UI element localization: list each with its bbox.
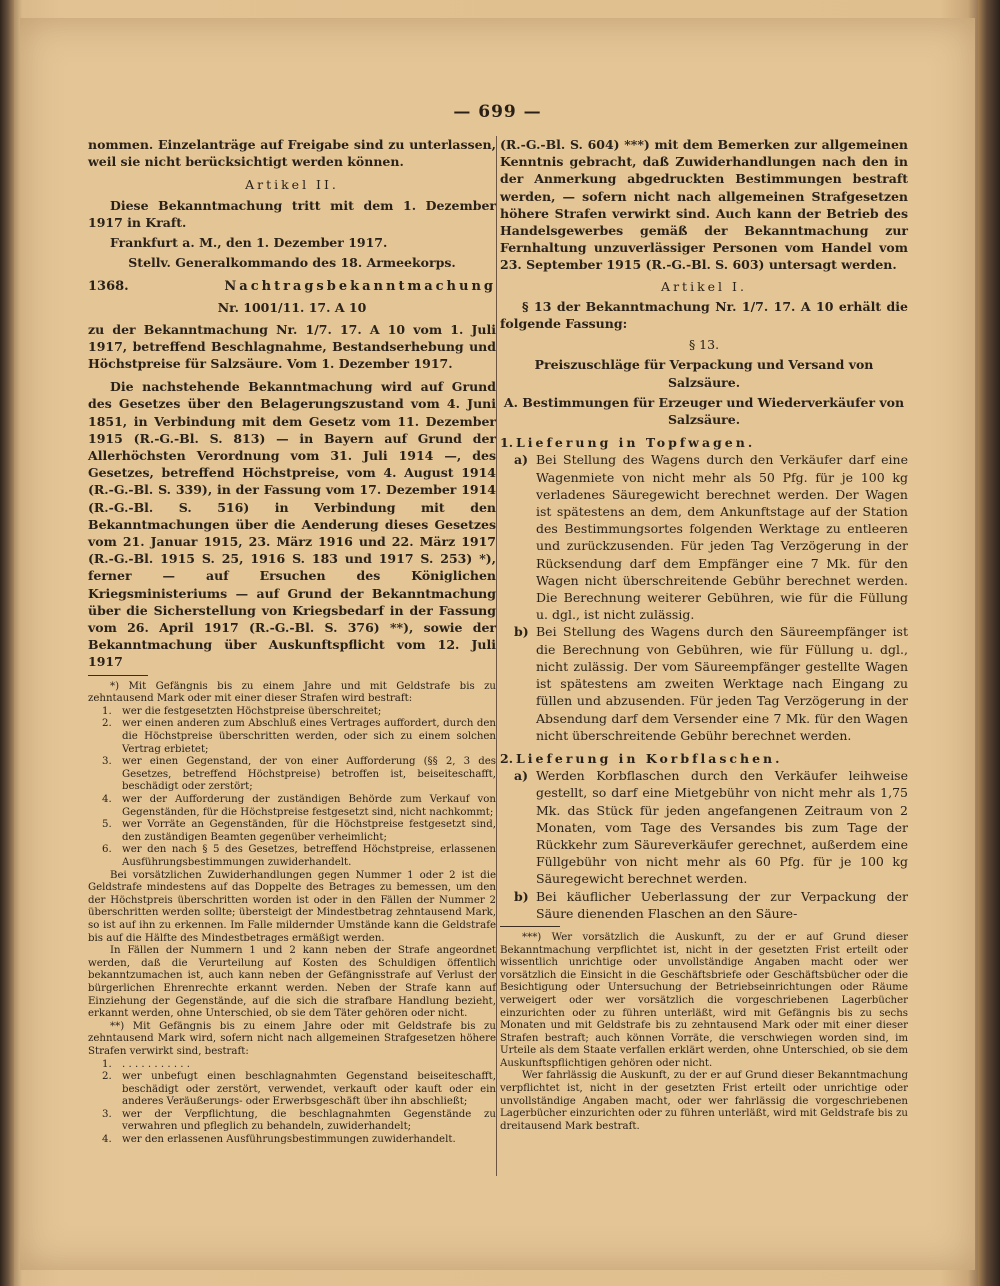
footnote-1-paragraph-3: In Fällen der Nummern 1 und 2 kann neben der Strafe angeordnet werden, daß die Verurteilung auf Kosten des Schuldigen öffentlich bekanntzumachen ist, auch kann neben der Gefängnisstrafe auf Verlust der bürgerlichen Ehrenrechte erkannt werden. Neben der Strafe kann auf Einziehung der Gegenstände, auf die sich die strafbare Handlung bezieht, erkannt werden, ohne Unterschied, ob sie dem Täter gehören oder nicht.	[88, 945, 496, 1020]
signature: Stellv. Generalkommando des 18. Armeekorps.	[128, 255, 456, 271]
artikel-1-heading: Artikel I.	[661, 278, 747, 294]
artikel-2-text: Diese Bekanntmachung tritt mit dem 1. Dezember 1917 in Kraft.	[88, 197, 496, 230]
item-number: 1368.	[88, 279, 129, 295]
book-edge	[978, 0, 1000, 1286]
order-number: Nr. 1001/11. 17. A 10	[217, 300, 367, 316]
list-item: 2. wer einen anderen zum Abschluß eines Vertrages auffordert, durch den die Höchstpreise überschritten werden, oder sich zu einem solchen Vertrag erbietet;	[102, 718, 496, 755]
footnote-rule	[88, 675, 148, 676]
list-item: 4. wer den erlassenen Ausführungsbestimmungen zuwiderhandelt.	[102, 1134, 456, 1146]
list-item: 5. wer Vorräte an Gegenständen, für die Höchstpreise festgesetzt sind, den zuständigen Beamten gegenüber verheimlicht;	[102, 819, 496, 843]
column-divider	[496, 136, 497, 1176]
footnote-1-intro: *) Mit Gefängnis bis zu einem Jahre und mit Geldstrafe bis zu zehntausend Mark oder mit einer dieser Strafen wird bestraft:	[88, 680, 496, 705]
subject: zu der Bekanntmachung Nr. 1/7. 17. A 10 vom 1. Juli 1917, betreffend Beschlagnahme, Bestandserhebung und Höchstpreise für Salzsäure. Vom 1. Dezember 1917.	[88, 321, 496, 372]
main-body: Die nachstehende Bekanntmachung wird auf Grund des Gesetzes über den Belagerungszustand vom 4. Juni 1851, in Verbindung mit dem Gesetz vom 11. Dezember 1915 (R.-G.-Bl. S. 813) — in Bayern auf Grund der Allerhöchsten Verordnung vom 31. Juli 1914 —, des Gesetzes, betreffend Höchstpreise, vom 4. August 1914 (R.-G.-Bl. S. 339), in der Fassung vom 17. Dezember 1914 (R.-G.-Bl. S. 516) in Verbindung mit den Bekanntmachungen über die Aenderung dieses Gesetzes vom 21. Januar 1915, 23. März 1916 und 22. März 1917 (R.-G.-Bl. 1915 S. 25, 1916 S. 183 und 1917 S. 253) *), ferner — auf Ersuchen des Königlichen Kriegsministeriums — auf Grund der Bekanntmachung über die Sicherstellung von Kriegsbedarf in der Fassung vom 26. April 1917 (R.-G.-Bl. S. 376) **), sowie der Bekanntmachung über Auskunftspflicht vom 12. Juli 1917	[88, 379, 496, 670]
footnote-3-paragraph-2: Wer fahrlässig die Auskunft, zu der er auf Grund dieser Bekanntmachung verpflichtet ist, nicht in der gesetzten Frist erteilt oder unrichtige oder unvollständige Angaben macht, oder wer fahrlässig die vorgeschriebenen Lagerbücher einzurichten oder zu führen unterläßt, wird mit Geldstrafe bis zu dreitausend Mark bestraft.	[500, 1070, 908, 1132]
place-date: Frankfurt a. M., den 1. Dezember 1917.	[110, 235, 388, 251]
artikel-1-text: § 13 der Bekanntmachung Nr. 1/7. 17. A 10 erhält die folgende Fassung:	[500, 298, 908, 332]
section-a-heading: A. Bestimmungen für Erzeuger und Wiederverkäufer von Salzsäure.	[503, 394, 905, 428]
sub-item-1b: b) Bei Stellung des Wagens durch den Säureempfänger ist die Berechnung von Gebühren, wie für Füllung u. dgl., nicht zulässig. Der vom Säureempfänger gestellte Wagen ist spätestens am zweiten Werktage nach Eingang zu füllen und abzusenden. Für jeden Tag Verzögerung in der Absendung darf dem Versender eine 7 Mk. für den Wagen nicht überschreitende Gebühr berechnet werden.	[514, 624, 908, 743]
list-item: 1. . . . . . . . . . . .	[102, 1058, 191, 1070]
right-intro: (R.-G.-Bl. S. 604) ***) mit dem Bemerken zur allgemeinen Kenntnis gebracht, daß Zuwiderhandlungen nach den in der Anmerkung abgedruckten Bestimmungen bestraft werden, — sofern nicht nach allgemeinen Strafgesetzen höhere Strafen verwirkt sind. Auch kann der Betrieb des Handelsgewerbes gemäß der Bekanntmachung zur Fernhaltung unzuverlässiger Personen vom Handel vom 23. September 1915 (R.-G.-Bl. S. 603) untersagt werden.	[500, 137, 908, 273]
paragraph-title: Preiszuschläge für Verpackung und Versand von Salzsäure.	[534, 357, 874, 390]
list-item: 4. wer der Aufforderung der zuständigen Behörde zum Verkauf von Gegenständen, für die Höchstpreise festgesetzt sind, nicht nachkommt;	[102, 794, 496, 818]
left-column	[88, 136, 496, 1147]
paragraph-heading: § 13.	[688, 337, 720, 353]
footnote-rule	[500, 926, 560, 927]
list-item: 6. wer den nach § 5 des Gesetzes, betreffend Höchstpreise, erlassenen Ausführungsbestimmungen zuwiderhandelt.	[102, 844, 496, 868]
item-title-row	[88, 277, 496, 296]
sub-item-2b: b) Bei käuflicher Ueberlassung der zur Verpackung der Säure dienenden Flaschen an den Säure-	[514, 888, 908, 921]
footnote-2-intro: **) Mit Gefängnis bis zu einem Jahre oder mit Geldstrafe bis zu zehntausend Mark wird, sofern nicht nach allgemeinen Strafgesetzen höhere Strafen verwirkt sind, bestraft:	[88, 1020, 496, 1057]
heading-lieferung-topfwagen: 1. Lieferung in Topfwagen.	[500, 435, 756, 451]
right-column	[500, 136, 908, 1133]
sub-item-1a: a) Bei Stellung des Wagens durch den Verkäufer darf eine Wagenmiete von nicht mehr als 50 Pfg. für je 100 kg verladenes Säuregewicht berechnet werden. Der Wagen ist spätestens an dem, dem Ankunftstage auf der Station des Bestimmungsortes folgenden Werktage zu entleeren und zurückzusenden. Für jeden Tag Verzögerung in der Rücksendung darf dem Empfänger eine 7 Mk. für den Wagen nicht überschreitende Gebühr berechnet werden. Die Berechnung weiterer Gebühren, wie für die Füllung u. dgl., ist nicht zulässig.	[514, 452, 908, 623]
list-item: 3. wer der Verpflichtung, die beschlagnahmten Gegenstände zu verwahren und pfleglich zu behandeln, zuwiderhandelt;	[102, 1108, 496, 1133]
document-page	[20, 18, 975, 1270]
footnote-3-paragraph-1: ***) Wer vorsätzlich die Auskunft, zu der er auf Grund dieser Bekanntmachung verpflichtet ist, nicht in der gesetzten Frist erteilt oder wissentlich unrichtige oder unvollständige Angaben macht oder wer vorsätzlich die Einsicht in die Geschäftsbriefe oder Geschäftsbücher oder die Besichtigung oder Untersuchung der Betriebseinrichtungen oder Räume verweigert oder wer vorsätzlich die vorgeschriebenen Lagerbücher einzurichten oder zu führen unterläßt, wird mit Gefängnis bis zu sechs Monaten und mit Geldstrafe bis zu zehntausend Mark oder mit einer dieser Strafen bestraft; auch können Vorräte, die verschwiegen worden sind, im Urteile als dem Staate verfallen erklärt werden, ohne Unterschied, ob sie dem Auskunftspflichtigen gehören oder nicht.	[500, 931, 908, 1069]
list-item: 2. wer unbefugt einen beschlagnahmten Gegenstand beiseiteschafft, beschädigt oder zerstört, verwendet, verkauft oder kauft oder ein anderes Veräußerungs- oder Erwerbsgeschäft über ihn abschließt;	[102, 1071, 496, 1108]
artikel-2-heading: Artikel II.	[245, 177, 339, 193]
book-gutter	[0, 0, 14, 1286]
left-intro: nommen. Einzelanträge auf Freigabe sind zu unterlassen, weil sie nicht berücksichtigt werden können.	[88, 137, 496, 170]
sub-item-2a: a) Werden Korbflaschen durch den Verkäufer leihweise gestellt, so darf eine Mietgebühr von nicht mehr als 1,75 Mk. das Stück für jeden angefangenen Zeitraum von 2 Monaten, vom Tage des Versandes bis zum Tage der Rückkehr zum Säureverkäufer gerechnet, außerdem eine Füllgebühr von nicht mehr als 60 Pfg. für je 100 kg Säuregewicht berechnet werden.	[514, 768, 908, 887]
footnote-2-list	[88, 1059, 496, 1147]
item-title: Nachtragsbekanntmachung	[224, 279, 496, 295]
page-number: — 699 —	[453, 102, 542, 122]
list-item: 3. wer einen Gegenstand, der von einer Aufforderung (§§ 2, 3 des Gesetzes, betreffend Höchstpreise) betroffen ist, beiseiteschafft, beschädigt oder zerstört;	[102, 756, 496, 793]
footnote-1-paragraph-2: Bei vorsätzlichen Zuwiderhandlungen gegen Nummer 1 oder 2 ist die Geldstrafe mindestens auf das Doppelte des Betrages zu bemessen, um den der Höchstpreis überschritten worden ist oder in den Fällen der Nummer 2 überschritten werden sollte; übersteigt der Mindestbetrag zehntausend Mark, so ist auf ihn zu erkennen. Im Falle mildernder Umstände kann die Geldstrafe bis auf die Hälfte des Mindestbetrages ermäßigt werden.	[88, 869, 496, 944]
footnote-1-list	[88, 706, 496, 870]
list-item: 1. wer die festgesetzten Höchstpreise überschreitet;	[102, 705, 382, 717]
heading-lieferung-korbflaschen: 2. Lieferung in Korbflaschen.	[500, 750, 783, 766]
